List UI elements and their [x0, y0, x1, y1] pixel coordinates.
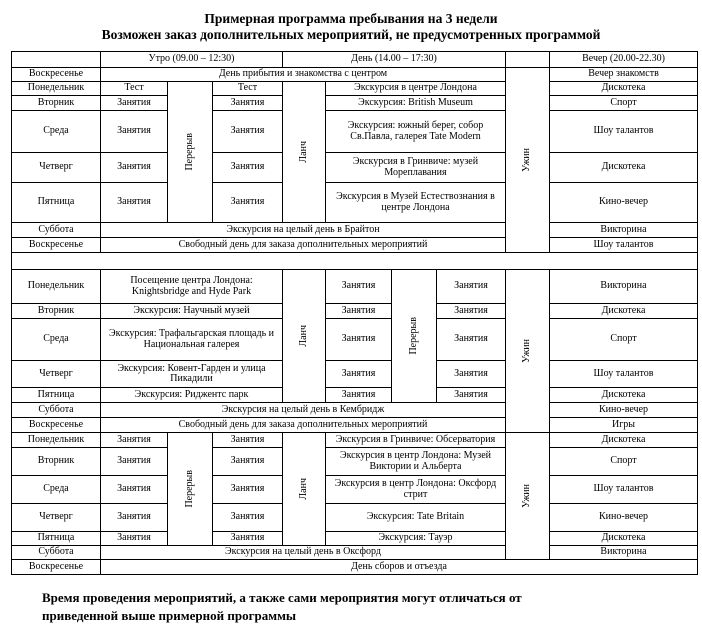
- day-label: [11, 222, 101, 238]
- day-label: [11, 402, 101, 418]
- break-column-text: Перерыв: [407, 317, 419, 355]
- day-label-text: Четверг: [39, 161, 73, 173]
- morning-activity-2: [212, 531, 283, 546]
- afternoon-activity: [325, 95, 506, 111]
- header-blank: [11, 51, 101, 68]
- day-label-text: Четверг: [39, 511, 73, 523]
- full-day-activity-text: Экскурсия на целый день в Брайтон: [226, 223, 380, 235]
- afternoon-activity-1: [325, 269, 392, 304]
- evening-activity: [549, 222, 698, 238]
- evening-activity-text: Дискотека: [601, 82, 646, 94]
- evening-activity-text: Дискотека: [601, 532, 646, 544]
- day-label: [11, 237, 101, 253]
- header-morning: [100, 51, 283, 68]
- day-label: [11, 303, 101, 319]
- morning-activity-2-text: Тест: [237, 82, 258, 94]
- day-label: [11, 417, 101, 433]
- day-label: [11, 182, 101, 223]
- day-label: [11, 67, 101, 82]
- afternoon-activity-1-text: Занятия: [341, 280, 376, 292]
- evening-activity: [549, 475, 698, 504]
- afternoon-activity-2: [436, 303, 506, 319]
- morning-activity-text: Экскурсия: Трафальгарская площадь и Национальная галерея: [109, 328, 274, 350]
- break-column: [391, 269, 437, 403]
- morning-activity-1: [100, 531, 168, 546]
- day-label: [11, 152, 101, 183]
- evening-activity-text: Игры: [611, 418, 636, 430]
- morning-activity-2-text: Занятия: [230, 511, 265, 523]
- afternoon-activity-1-text: Занятия: [341, 388, 376, 400]
- footer-note-line-2: приведенной выше примерной программы: [42, 608, 297, 623]
- afternoon-activity-text: Экскурсия: южный берег, собор Св.Павла, галерея Tate Modern: [347, 120, 484, 142]
- day-label: [11, 387, 101, 403]
- day-label: [11, 531, 101, 546]
- afternoon-activity-1: [325, 303, 392, 319]
- evening-activity-text: Шоу талантов: [593, 483, 654, 495]
- afternoon-activity-1-text: Занятия: [341, 367, 376, 379]
- day-label: [11, 81, 101, 96]
- afternoon-activity: [325, 475, 506, 504]
- afternoon-activity: [325, 152, 506, 183]
- evening-activity: [549, 237, 698, 253]
- break-column: [167, 81, 213, 223]
- evening-activity-text: Шоу талантов: [593, 367, 654, 379]
- evening-activity-text: Кино-вечер: [598, 511, 649, 523]
- full-day-activity: [100, 545, 506, 560]
- header-morning-text: Утро (09.00 – 12:30): [148, 53, 235, 65]
- afternoon-activity-2-text: Занятия: [454, 388, 488, 400]
- morning-activity-2-text: Занятия: [230, 196, 265, 208]
- morning-activity-1-text: Занятия: [117, 161, 151, 173]
- afternoon-activity-text: Экскурсия в центр Лондона: Музей Виктории и Альберта: [339, 450, 492, 472]
- header-day-text: День (14.00 – 17:30): [351, 53, 437, 65]
- morning-activity-1-text: Занятия: [117, 532, 151, 544]
- morning-activity-1-text: Занятия: [117, 196, 151, 208]
- day-label-text: Среда: [43, 483, 69, 495]
- day-label-text: Вторник: [37, 455, 75, 467]
- afternoon-activity-1: [325, 387, 392, 403]
- morning-activity-2: [212, 152, 283, 183]
- evening-activity: [549, 387, 698, 403]
- dinner-column: [505, 67, 550, 253]
- lunch-column-text: Ланч: [297, 478, 309, 500]
- day-label-text: Понедельник: [27, 82, 85, 94]
- evening-activity: [549, 447, 698, 476]
- evening-activity: [549, 545, 698, 560]
- dinner-column-text: Ужин: [521, 339, 533, 363]
- evening-activity: [549, 360, 698, 388]
- evening-activity: [549, 152, 698, 183]
- header-evening-text: Вечер (20.00-22.30): [582, 53, 665, 65]
- break-column: [167, 432, 213, 546]
- full-day-activity-text: Свободный день для заказа дополнительных мероприятий: [178, 418, 428, 430]
- afternoon-activity: [325, 432, 506, 448]
- evening-activity-text: Дискотека: [601, 161, 646, 173]
- afternoon-activity-1: [325, 318, 392, 361]
- morning-activity-2-text: Занятия: [230, 125, 265, 137]
- departure-day-text: День сборов и отъезда: [351, 560, 447, 572]
- morning-activity-2: [212, 503, 283, 532]
- morning-activity-1-text: Занятия: [117, 455, 151, 467]
- morning-activity-text: Экскурсия: Риджентс парк: [134, 388, 249, 400]
- evening-activity-text: Кино-вечер: [598, 403, 649, 415]
- day-label: [11, 269, 101, 304]
- evening-activity: [549, 269, 698, 304]
- evening-activity-text: Дискотека: [601, 433, 646, 445]
- day-label-text: Воскресенье: [28, 560, 84, 572]
- evening-activity-text: Дискотека: [601, 388, 646, 400]
- day-label-text: Вторник: [37, 96, 75, 108]
- full-day-activity-text: День прибытия и знакомства с центром: [218, 68, 388, 80]
- day-label: [11, 503, 101, 532]
- evening-activity: [549, 417, 698, 433]
- evening-activity-text: Спорт: [610, 96, 637, 108]
- evening-activity: [549, 503, 698, 532]
- document-subtitle: Возможен заказ дополнительных мероприятий, не предусмотренных программой: [101, 27, 601, 42]
- morning-activity: [100, 269, 283, 304]
- morning-activity-2: [212, 432, 283, 448]
- afternoon-activity-text: Экскурсия в Гринвиче: музей Мореплавания: [352, 156, 479, 178]
- afternoon-activity-2: [436, 387, 506, 403]
- break-column-text: Перерыв: [183, 133, 195, 171]
- day-label: [11, 475, 101, 504]
- day-label-text: Понедельник: [27, 280, 85, 292]
- afternoon-activity-text: Экскурсия в Гринвиче: Обсерватория: [335, 433, 496, 445]
- afternoon-activity-text: Экскурсия: Tate Britain: [366, 511, 465, 523]
- evening-activity-text: Спорт: [610, 333, 637, 345]
- afternoon-activity-text: Экскурсия в центре Лондона: [354, 82, 477, 94]
- morning-activity: [100, 387, 283, 403]
- morning-activity-2: [212, 447, 283, 476]
- week-separator: [11, 252, 698, 270]
- morning-activity-1: [100, 475, 168, 504]
- evening-activity: [549, 531, 698, 546]
- day-label-text: Воскресенье: [28, 418, 84, 430]
- morning-activity-1: [100, 95, 168, 111]
- afternoon-activity: [325, 110, 506, 153]
- evening-activity: [549, 402, 698, 418]
- lunch-column-text: Ланч: [297, 325, 309, 347]
- evening-activity: [549, 303, 698, 319]
- morning-activity-1-text: Занятия: [117, 125, 151, 137]
- afternoon-activity-2-text: Занятия: [454, 304, 488, 316]
- afternoon-activity-2: [436, 318, 506, 361]
- day-label: [11, 360, 101, 388]
- afternoon-activity: [325, 447, 506, 476]
- evening-activity-text: Викторина: [600, 546, 647, 558]
- day-label-text: Пятница: [37, 388, 75, 400]
- day-label: [11, 95, 101, 111]
- morning-activity-2-text: Занятия: [230, 96, 265, 108]
- morning-activity-1-text: Занятия: [117, 483, 151, 495]
- morning-activity-1-text: Тест: [124, 82, 144, 94]
- morning-activity: [100, 318, 283, 361]
- lunch-column-text: Ланч: [297, 141, 309, 163]
- footer-note-line-1: Время проведения мероприятий, а также сами мероприятия могут отличаться от: [42, 590, 522, 605]
- evening-activity-text: Шоу талантов: [593, 238, 654, 250]
- afternoon-activity-2-text: Занятия: [454, 333, 488, 345]
- departure-day: [100, 559, 698, 575]
- morning-activity-2-text: Занятия: [230, 433, 265, 445]
- evening-activity-text: Шоу талантов: [593, 125, 654, 137]
- evening-activity-text: Викторина: [600, 280, 647, 292]
- morning-activity-2: [212, 475, 283, 504]
- day-label: [11, 110, 101, 153]
- full-day-activity: [100, 237, 506, 253]
- break-column-text: Перерыв: [183, 470, 195, 508]
- morning-activity-2: [212, 182, 283, 223]
- evening-activity: [549, 318, 698, 361]
- day-label-text: Суббота: [38, 223, 74, 235]
- full-day-activity-text: Экскурсия на целый день в Оксфорд: [225, 546, 381, 558]
- morning-activity-1-text: Занятия: [117, 433, 151, 445]
- morning-activity-2-text: Занятия: [230, 532, 265, 544]
- morning-activity-text: Посещение центра Лондона: Knightsbridge and Hyde Park: [130, 275, 253, 297]
- day-label-text: Понедельник: [27, 433, 85, 445]
- day-label-text: Суббота: [38, 403, 74, 415]
- evening-activity: [549, 67, 698, 82]
- dinner-column: [505, 269, 550, 433]
- afternoon-activity: [325, 81, 506, 96]
- afternoon-activity-1-text: Занятия: [341, 304, 376, 316]
- day-label-text: Воскресенье: [28, 238, 84, 250]
- evening-activity-text: Кино-вечер: [598, 196, 649, 208]
- afternoon-activity: [325, 531, 506, 546]
- evening-activity: [549, 432, 698, 448]
- afternoon-activity-2-text: Занятия: [454, 367, 488, 379]
- morning-activity-2: [212, 81, 283, 96]
- afternoon-activity-2: [436, 360, 506, 388]
- full-day-activity: [100, 222, 506, 238]
- afternoon-activity-2: [436, 269, 506, 304]
- afternoon-activity-2-text: Занятия: [454, 280, 488, 292]
- morning-activity-2: [212, 95, 283, 111]
- morning-activity-1: [100, 182, 168, 223]
- morning-activity-1-text: Занятия: [117, 511, 151, 523]
- day-label-text: Четверг: [39, 367, 73, 379]
- morning-activity-1: [100, 81, 168, 96]
- dinner-column-text: Ужин: [521, 148, 533, 172]
- lunch-column: [282, 269, 326, 403]
- day-label-text: Среда: [43, 333, 69, 345]
- day-label-text: Среда: [43, 125, 69, 137]
- morning-activity: [100, 360, 283, 388]
- morning-activity-1-text: Занятия: [117, 96, 151, 108]
- morning-activity-1: [100, 432, 168, 448]
- morning-activity-1: [100, 447, 168, 476]
- day-label-text: Пятница: [37, 196, 75, 208]
- morning-activity-text: Экскурсия: Научный музей: [133, 304, 250, 316]
- day-label-text: Суббота: [38, 546, 74, 558]
- header-evening: [549, 51, 698, 68]
- afternoon-activity-text: Экскурсия: British Museum: [358, 96, 473, 108]
- day-label: [11, 545, 101, 560]
- day-label: [11, 559, 101, 575]
- evening-activity: [549, 95, 698, 111]
- morning-activity-2-text: Занятия: [230, 455, 265, 467]
- morning-activity-1: [100, 152, 168, 183]
- morning-activity-2: [212, 110, 283, 153]
- afternoon-activity-text: Экскурсия в Музей Естествознания в центре Лондона: [336, 191, 495, 213]
- lunch-column: [282, 432, 326, 546]
- full-day-activity: [100, 402, 506, 418]
- day-label: [11, 432, 101, 448]
- afternoon-activity-text: Экскурсия в центр Лондона: Оксфорд стрит: [334, 478, 497, 500]
- morning-activity-1: [100, 503, 168, 532]
- day-label-text: Пятница: [37, 532, 75, 544]
- evening-activity-text: Дискотека: [601, 304, 646, 316]
- morning-activity-1: [100, 110, 168, 153]
- evening-activity: [549, 110, 698, 153]
- full-day-activity-text: Свободный день для заказа дополнительных мероприятий: [178, 238, 428, 250]
- full-day-activity-text: Экскурсия на целый день в Кембридж: [221, 403, 385, 415]
- document-title: Примерная программа пребывания на 3 недели: [204, 11, 498, 26]
- evening-activity: [549, 182, 698, 223]
- afternoon-activity-1: [325, 360, 392, 388]
- afternoon-activity-text: Экскурсия: Тауэр: [378, 532, 453, 544]
- evening-activity-text: Викторина: [600, 223, 647, 235]
- day-label: [11, 318, 101, 361]
- afternoon-activity: [325, 503, 506, 532]
- dinner-column: [505, 432, 550, 560]
- full-day-activity: [100, 67, 506, 82]
- lunch-column: [282, 81, 326, 223]
- morning-activity: [100, 303, 283, 319]
- full-day-activity: [100, 417, 506, 433]
- morning-activity-2-text: Занятия: [230, 483, 265, 495]
- header-blank-dinner: [505, 51, 550, 68]
- day-label-text: Воскресенье: [28, 68, 84, 80]
- morning-activity-2-text: Занятия: [230, 161, 265, 173]
- afternoon-activity: [325, 182, 506, 223]
- evening-activity-text: Вечер знакомств: [588, 68, 659, 80]
- day-label: [11, 447, 101, 476]
- header-day: [282, 51, 506, 68]
- afternoon-activity-1-text: Занятия: [341, 333, 376, 345]
- day-label-text: Вторник: [37, 304, 75, 316]
- evening-activity-text: Спорт: [610, 455, 637, 467]
- morning-activity-text: Экскурсия: Ковент-Гарден и улица Пикадили: [117, 362, 266, 384]
- evening-activity: [549, 81, 698, 96]
- dinner-column-text: Ужин: [521, 484, 533, 508]
